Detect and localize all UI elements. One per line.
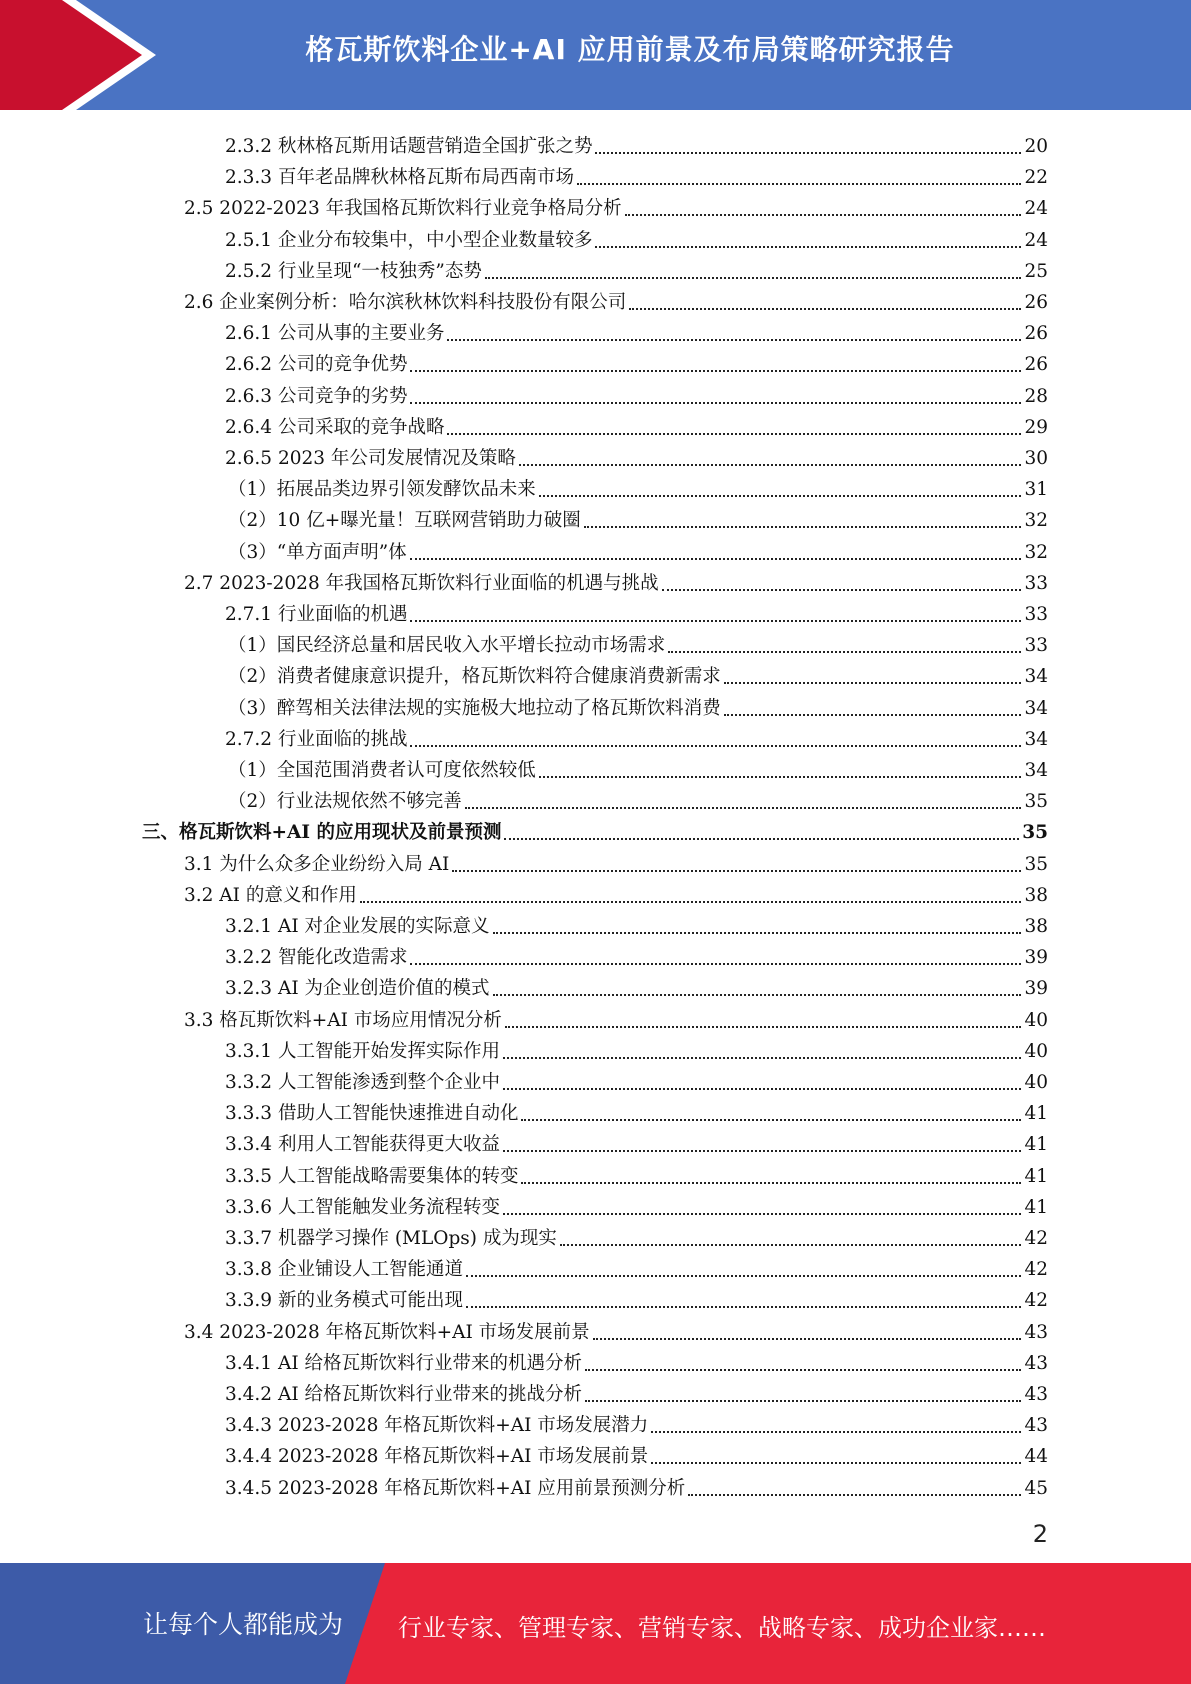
toc-entry-page: 39 [1024,947,1048,969]
toc-entry-label: 3.3.9 新的业务模式可能出现 [225,1290,463,1312]
toc-entry-page: 41 [1024,1165,1048,1187]
footer-slogan: 让每个人都能成为 [143,1610,344,1639]
toc-leader-dots [447,433,1021,435]
toc-entry[interactable] [0,378,1048,409]
toc-entry-page: 38 [1024,916,1048,937]
toc-entry-label: 2.6 企业案例分析：哈尔滨秋林饮料科技股份有限公司 [184,292,627,313]
toc-leader-dots [485,277,1022,279]
toc-entry[interactable] [0,721,1048,752]
toc-entry-page: 24 [1024,198,1048,220]
toc-entry-page: 38 [1024,884,1048,906]
toc-entry[interactable] [0,222,1048,253]
toc-entry-page: 44 [1024,1446,1048,1468]
toc-leader-dots [503,1150,1021,1152]
toc-entry-label: 3.2.1 AI 对企业发展的实际意义 [225,916,490,937]
toc-entry-page: 33 [1024,604,1048,625]
toc-entry-label: （3）“单方面声明”体 [228,541,407,563]
toc-entry-label: 3.2.2 智能化改造需求 [225,947,408,969]
toc-entry-label: （1）拓展品类边界引领发酵饮品未来 [228,479,536,501]
toc-entry[interactable] [0,1002,1048,1033]
toc-entry-label: 3.4.3 2023-2028 年格瓦斯饮料+AI 市场发展潜力 [225,1415,649,1437]
toc-leader-dots [410,402,1021,404]
report-title: 格瓦斯饮料企业+AI 应用前景及布局策略研究报告 [305,33,955,66]
toc-entry[interactable] [0,627,1048,658]
toc-leader-dots [539,776,1022,778]
toc-entry-page: 34 [1024,728,1048,750]
toc-entry-page: 39 [1024,978,1048,1000]
toc-leader-dots [651,1462,1021,1464]
toc-leader-dots [465,807,1022,809]
toc-entry-label: 3.4.4 2023-2028 年格瓦斯饮料+AI 市场发展前景 [225,1446,649,1468]
toc-entry-label: （2）消费者健康意识提升，格瓦斯饮料符合健康消费新需求 [228,666,721,688]
toc-leader-dots [539,495,1022,497]
toc-entry[interactable] [0,409,1048,440]
toc-entry-page: 41 [1024,1196,1048,1218]
toc-entry[interactable] [0,128,1048,159]
toc-entry-label: 3.3.1 人工智能开始发挥实际作用 [225,1040,500,1062]
toc-leader-dots [724,682,1022,684]
toc-entry[interactable] [0,1158,1048,1189]
toc-entry[interactable] [0,1314,1048,1345]
toc-leader-dots [593,1338,1022,1340]
toc-entry-page: 42 [1024,1290,1048,1312]
toc-leader-dots [505,1026,1022,1028]
toc-leader-dots [584,526,1022,528]
page-number: 2 [1032,1520,1048,1548]
toc-entry-page: 33 [1024,635,1048,657]
toc-entry[interactable] [0,1189,1048,1220]
toc-entry-label: 2.3.2 秋林格瓦斯用话题营销造全国扩张之势 [225,136,593,157]
toc-entry[interactable] [0,877,1048,908]
toc-entry-label: （3）醉驾相关法律法规的实施极大地拉动了格瓦斯饮料消费 [228,697,721,719]
toc-entry-label: 3.4.1 AI 给格瓦斯饮料行业带来的机遇分析 [225,1352,583,1374]
toc-leader-dots [410,370,1021,372]
toc-entry[interactable] [0,284,1048,315]
toc-leader-dots [629,308,1021,310]
toc-entry-page: 34 [1024,666,1048,688]
toc-entry-label: 3.2 AI 的意义和作用 [184,884,357,906]
toc-leader-dots [466,1306,1021,1308]
toc-entry-label: 3.3.2 人工智能渗透到整个企业中 [225,1072,500,1093]
toc-entry-page: 25 [1024,260,1048,282]
toc-entry-label: 3.3.4 利用人工智能获得更大收益 [225,1134,500,1156]
toc-entry-label: 2.6.4 公司采取的竞争战略 [225,416,445,438]
toc-entry[interactable] [0,502,1048,533]
toc-entry[interactable] [0,315,1048,346]
toc-entry-label: 2.6.2 公司的竞争优势 [225,354,408,376]
toc-entry-page: 29 [1024,416,1048,438]
footer-tagline: 行业专家、管理专家、营销专家、战略专家、成功企业家…… [398,1614,1046,1642]
toc-entry-label: 2.6.5 2023 年公司发展情况及策略 [225,448,516,469]
toc-leader-dots [724,714,1022,716]
toc-entry-page: 30 [1024,448,1048,469]
toc-entry-page: 35 [1022,822,1048,844]
toc-entry[interactable] [0,534,1048,565]
toc-entry-label: 3.3 格瓦斯饮料+AI 市场应用情况分析 [184,1009,502,1031]
toc-entry-label: 3.3.8 企业铺设人工智能通道 [225,1259,463,1281]
toc-leader-dots [595,152,1021,154]
toc-leader-dots [577,183,1021,185]
toc-entry[interactable] [0,1220,1048,1251]
toc-entry[interactable] [0,1376,1048,1407]
toc-entry-page: 22 [1024,167,1048,189]
toc-entry[interactable] [0,1126,1048,1157]
toc-leader-dots [585,1369,1021,1371]
toc-entry-page: 41 [1024,1103,1048,1125]
toc-entry[interactable] [0,253,1048,284]
toc-leader-dots [410,620,1021,622]
toc-leader-dots [668,651,1021,653]
toc-entry[interactable] [0,159,1048,190]
toc-entry-page: 42 [1024,1259,1048,1281]
toc-entry[interactable] [0,846,1048,877]
toc-entry-label: 2.5 2022-2023 年我国格瓦斯饮料行业竞争格局分析 [184,198,622,220]
toc-entry-label: 2.5.2 行业呈现“一枝独秀”态势 [225,260,482,282]
toc-entry-label: 2.3.3 百年老品牌秋林格瓦斯布局西南市场 [225,167,574,189]
toc-entry-label: 3.4.2 AI 给格瓦斯饮料行业带来的挑战分析 [225,1384,583,1405]
toc-entry-page: 42 [1024,1228,1048,1249]
toc-entry[interactable] [0,1251,1048,1282]
toc-entry[interactable] [0,596,1048,627]
toc-entry-label: 3.3.3 借助人工智能快速推进自动化 [225,1103,519,1125]
toc-leader-dots [503,1057,1021,1059]
toc-entry[interactable] [0,1033,1048,1064]
toc-entry-label: 2.7.1 行业面临的机遇 [225,604,408,625]
toc-entry-label: 2.7.2 行业面临的挑战 [225,728,408,750]
toc-entry-label: （1）全国范围消费者认可度依然较低 [228,760,536,781]
toc-entry-page: 35 [1024,853,1048,875]
toc-entry-page: 40 [1024,1040,1048,1062]
toc-leader-dots [360,901,1022,903]
toc-leader-dots [560,1244,1022,1246]
toc-entry-page: 43 [1024,1352,1048,1374]
toc-entry-page: 26 [1024,292,1048,313]
toc-entry-label: 3.3.5 人工智能战略需要集体的转变 [225,1165,519,1187]
toc-leader-dots [519,464,1022,466]
toc-entry[interactable] [0,970,1048,1001]
toc-leader-dots [651,1431,1021,1433]
toc-entry[interactable] [0,440,1048,471]
toc-entry-page: 24 [1024,229,1048,251]
page-header [0,0,1191,110]
toc-leader-dots [410,963,1021,965]
toc-entry[interactable] [0,565,1048,596]
toc-entry[interactable] [0,346,1048,377]
toc-leader-dots [410,745,1021,747]
toc-entry-label: （2）行业法规依然不够完善 [228,791,462,813]
toc-leader-dots [504,838,1019,840]
toc-entry-page: 33 [1024,572,1048,594]
toc-entry-label: 3.1 为什么众多企业纷纷入局 AI [184,853,450,875]
toc-entry-page: 28 [1024,385,1048,407]
toc-entry-page: 32 [1024,510,1048,532]
toc-entry-page: 31 [1024,479,1048,501]
toc-entry-page: 34 [1024,697,1048,719]
toc-entry[interactable] [0,783,1048,814]
toc-leader-dots [452,870,1021,872]
toc-entry-page: 41 [1024,1134,1048,1156]
toc-entry-page: 43 [1024,1415,1048,1437]
toc-entry[interactable] [0,190,1048,221]
toc-entry-label: 2.6.3 公司竞争的劣势 [225,385,408,407]
toc-entry-page: 40 [1024,1072,1048,1093]
toc-entry-label: 3.4 2023-2028 年格瓦斯饮料+AI 市场发展前景 [184,1321,590,1343]
toc-entry[interactable] [0,752,1048,783]
toc-leader-dots [493,994,1022,996]
toc-entry[interactable] [0,1470,1048,1501]
toc-entry-label: （2）10 亿+曝光量！互联网营销助力破圈 [228,510,581,532]
toc-entry[interactable] [0,908,1048,939]
toc-entry[interactable] [0,1407,1048,1438]
toc-leader-dots [662,589,1022,591]
toc-entry-page: 40 [1024,1009,1048,1031]
toc-entry[interactable] [0,939,1048,970]
toc-entry-label: （1）国民经济总量和居民收入水平增长拉动市场需求 [228,635,666,657]
toc-entry[interactable] [0,1282,1048,1313]
toc-entry[interactable] [0,1064,1048,1095]
toc-entry[interactable] [0,814,1048,845]
toc-entry-label: 2.5.1 企业分布较集中，中小型企业数量较多 [225,229,593,251]
toc-entry[interactable] [0,658,1048,689]
toc-entry[interactable] [0,1345,1048,1376]
toc-leader-dots [493,932,1022,934]
toc-leader-dots [503,1088,1021,1090]
toc-entry-page: 20 [1024,136,1048,157]
toc-entry-page: 45 [1024,1477,1048,1499]
toc-leader-dots [410,558,1022,560]
toc-entry-label: 2.7 2023-2028 年我国格瓦斯饮料行业面临的机遇与挑战 [184,572,659,594]
toc-leader-dots [585,1400,1021,1402]
toc-entry[interactable] [0,471,1048,502]
toc-leader-dots [447,339,1021,341]
toc-entry[interactable] [0,690,1048,721]
toc-leader-dots [521,1119,1021,1121]
toc-entry-page: 43 [1024,1384,1048,1405]
toc-leader-dots [595,246,1021,248]
toc-entry-label: 三、格瓦斯饮料+AI 的应用现状及前景预测 [142,822,502,844]
page-footer [0,1563,1191,1684]
toc-entry-label: 2.6.1 公司从事的主要业务 [225,323,445,345]
toc-leader-dots [688,1494,1021,1496]
toc-leader-dots [521,1182,1021,1184]
toc-entry-label: 3.3.7 机器学习操作 (MLOps) 成为现实 [225,1228,557,1249]
toc-leader-dots [625,214,1022,216]
toc-entry-page: 43 [1024,1321,1048,1343]
toc-entry-label: 3.3.6 人工智能触发业务流程转变 [225,1196,500,1218]
toc-entry-label: 3.2.3 AI 为企业创造价值的模式 [225,978,490,1000]
toc-entry-label: 3.4.5 2023-2028 年格瓦斯饮料+AI 应用前景预测分析 [225,1477,686,1499]
toc-entry-page: 34 [1024,760,1048,781]
toc-entry[interactable] [0,1438,1048,1469]
toc-entry-page: 26 [1024,323,1048,345]
toc-entry[interactable] [0,1095,1048,1126]
toc-leader-dots [466,1275,1021,1277]
toc-entry-page: 26 [1024,354,1048,376]
toc-entry-page: 35 [1024,791,1048,813]
toc-entry-page: 32 [1024,541,1048,563]
toc-leader-dots [503,1213,1021,1215]
